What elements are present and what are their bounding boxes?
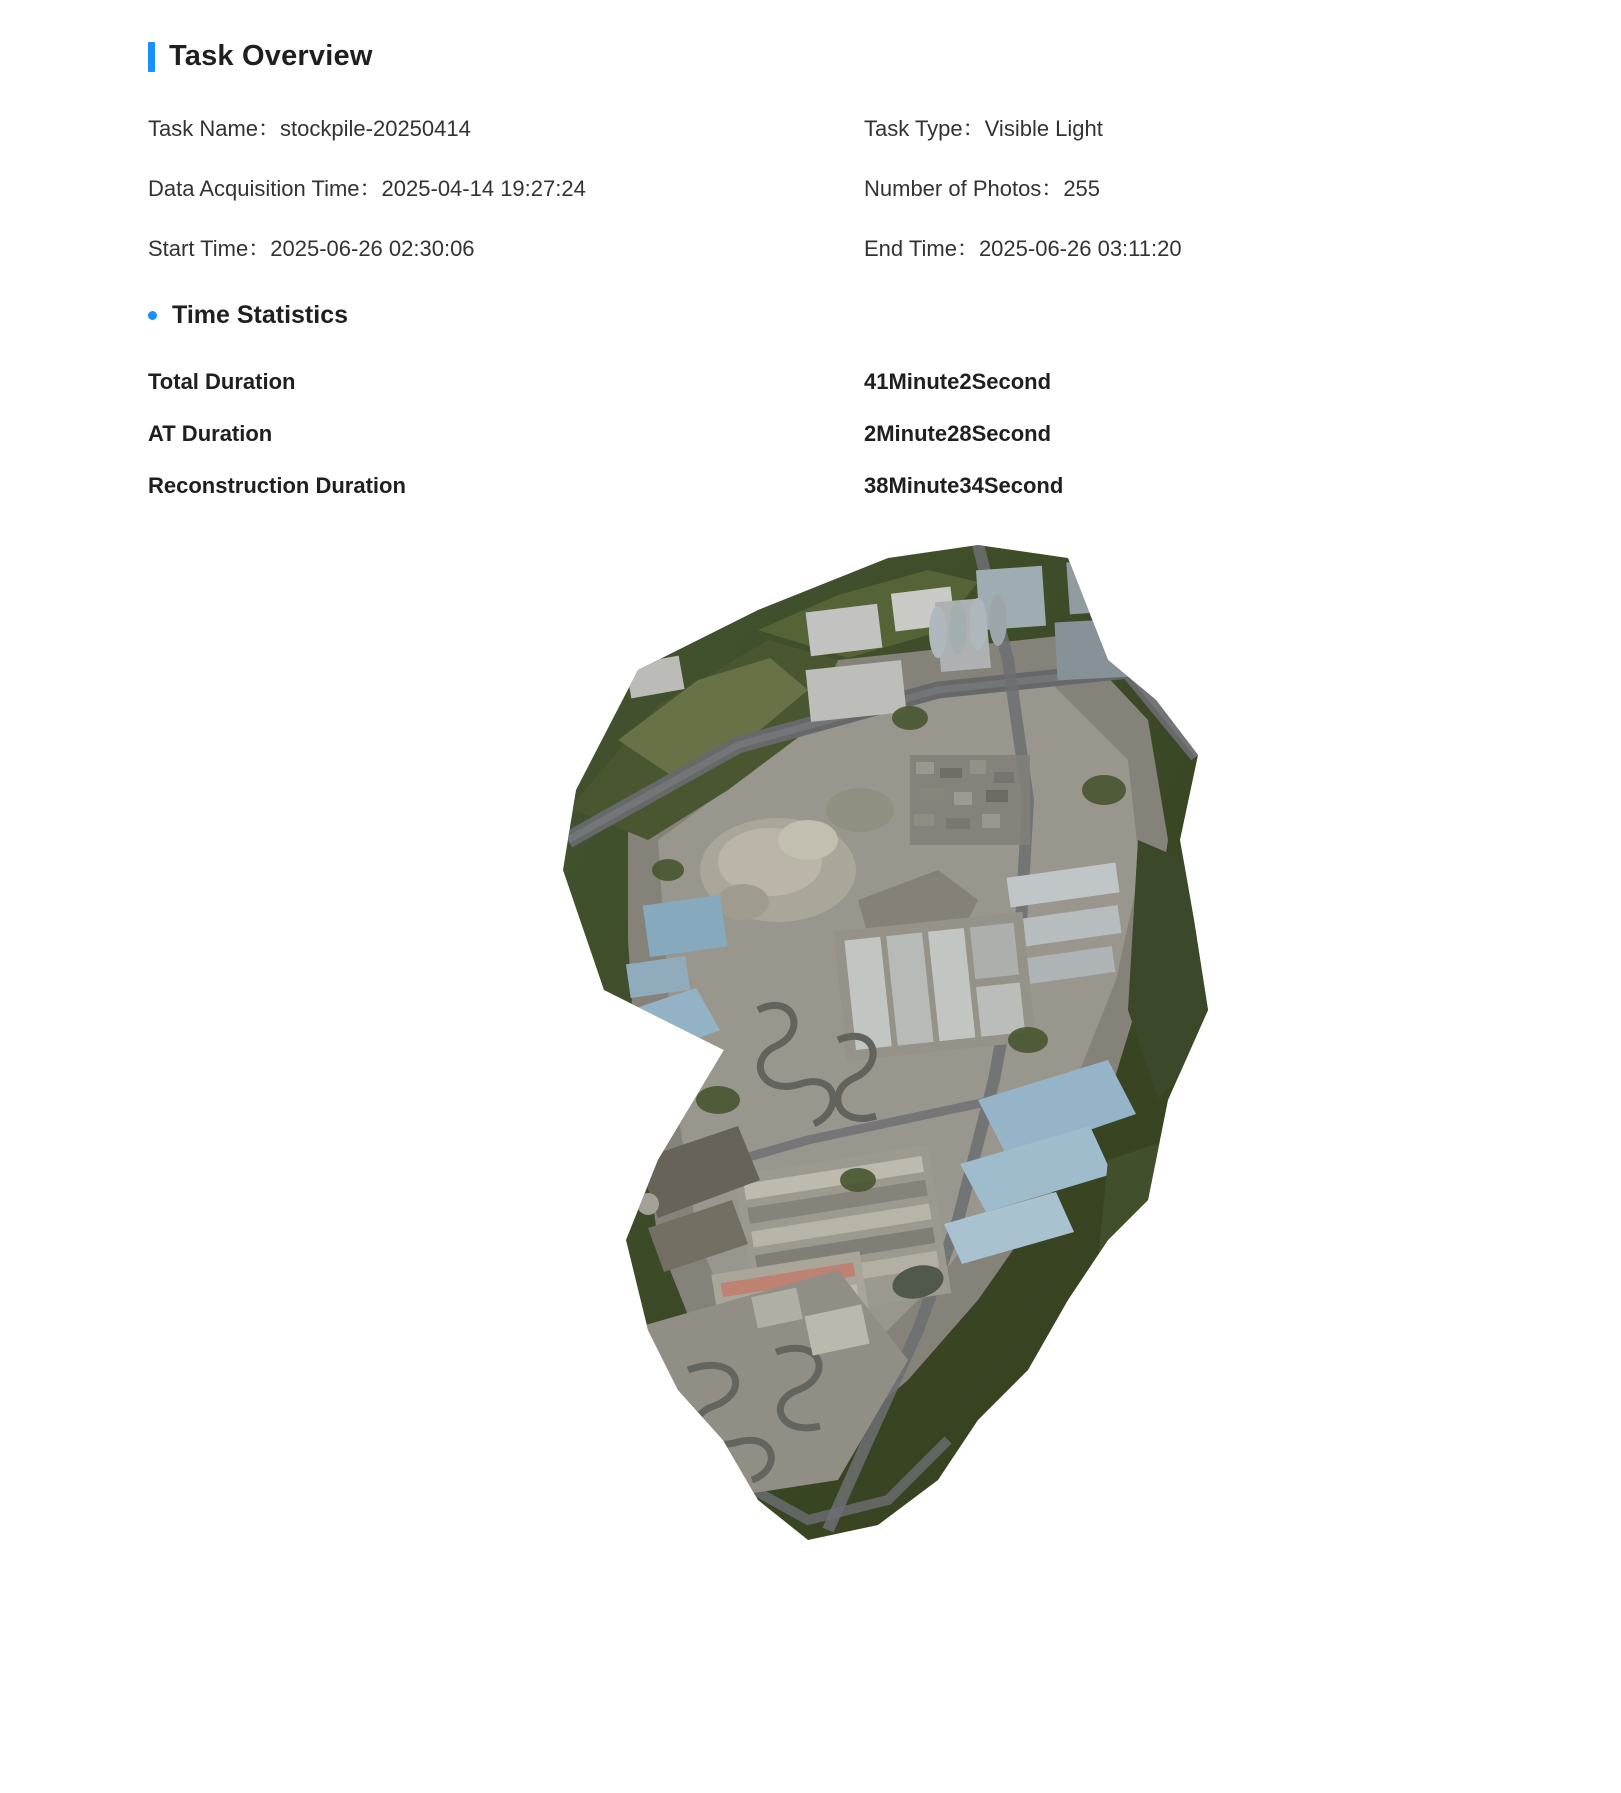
meta-task-name [148, 99, 864, 159]
orthophoto-content [508, 540, 1248, 1550]
table-row [148, 460, 1561, 512]
page-title: Task Overview [169, 40, 373, 72]
orthophoto-image [508, 540, 1248, 1550]
bullet-icon [148, 311, 157, 320]
stat-label-reconstruction-duration: Reconstruction Duration [148, 473, 406, 498]
stat-value-at-duration: 2Minute28Second [864, 421, 1052, 446]
meta-photo-count-value: 255 [1063, 176, 1101, 201]
section-heading [148, 40, 1561, 73]
orthophoto-section [148, 540, 1561, 1570]
task-meta-grid [148, 99, 1561, 279]
meta-task-type [864, 99, 1561, 159]
meta-task-name-label: Task Name： [148, 116, 281, 141]
meta-task-name-value: stockpile-20250414 [280, 116, 471, 141]
stat-label-total-duration: Total Duration [148, 369, 296, 394]
meta-acquisition-time-value: 2025-04-14 19:27:24 [381, 176, 586, 201]
meta-photo-count [864, 159, 1561, 219]
meta-end-time [864, 219, 1561, 279]
meta-start-time-value: 2025-06-26 02:30:06 [270, 236, 475, 261]
table-row [148, 356, 1561, 408]
meta-photo-count-label: Number of Photos： [864, 176, 1064, 201]
table-row [148, 408, 1561, 460]
stat-label-at-duration: AT Duration [148, 421, 273, 446]
orthophoto-svg [508, 540, 1248, 1550]
stat-value-reconstruction-duration: 38Minute34Second [864, 473, 1064, 498]
stat-value-total-duration: 41Minute2Second [864, 369, 1052, 394]
time-statistics-heading [148, 301, 1561, 330]
accent-bar-icon [148, 42, 155, 72]
meta-start-time-label: Start Time： [148, 236, 271, 261]
time-statistics-table [148, 356, 1561, 512]
meta-end-time-value: 2025-06-26 03:11:20 [978, 236, 1182, 261]
meta-acquisition-time [148, 159, 864, 219]
meta-start-time [148, 219, 864, 279]
meta-end-time-label: End Time： [864, 236, 979, 261]
meta-task-type-label: Task Type： [864, 116, 985, 141]
meta-acquisition-time-label: Data Acquisition Time： [148, 176, 382, 201]
meta-task-type-value: Visible Light [984, 116, 1103, 141]
time-statistics-title: Time Statistics [172, 301, 349, 329]
